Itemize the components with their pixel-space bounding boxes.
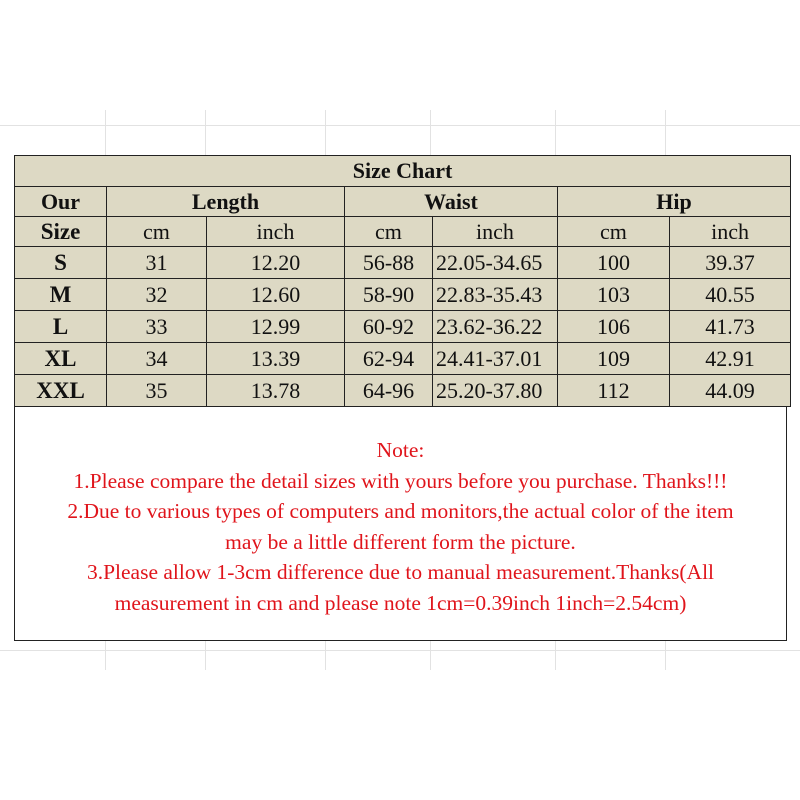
size-table [14, 155, 791, 407]
hip-header: Hip [558, 187, 791, 217]
table-group-header-row [15, 187, 791, 217]
note-line: 1.Please compare the detail sizes with yours before you purchase. Thanks!!! [73, 468, 728, 493]
waist-header: Waist [345, 187, 558, 217]
table-row [15, 343, 791, 375]
unit-header: cm [107, 217, 207, 247]
hip-cm-cell: 103 [558, 279, 670, 311]
length-inch-cell: 13.78 [207, 375, 345, 407]
unit-header: inch [670, 217, 791, 247]
waist-inch-cell: 25.20-37.80 [433, 375, 558, 407]
table-row [15, 247, 791, 279]
length-inch-cell: 12.20 [207, 247, 345, 279]
length-cm-cell: 34 [107, 343, 207, 375]
table-row [15, 279, 791, 311]
hip-inch-cell: 40.55 [670, 279, 791, 311]
notes-box [14, 407, 787, 641]
length-header: Length [107, 187, 345, 217]
hip-inch-cell: 42.91 [670, 343, 791, 375]
length-cm-cell: 31 [107, 247, 207, 279]
waist-inch-cell: 22.05-34.65 [433, 247, 558, 279]
note-line: 2.Due to various types of computers and monitors,the actual color of the item [67, 499, 734, 523]
table-unit-header-row [15, 217, 791, 247]
size-label: XXL [15, 375, 107, 407]
waist-inch-cell: 24.41-37.01 [433, 343, 558, 375]
length-cm-cell: 35 [107, 375, 207, 407]
hip-cm-cell: 109 [558, 343, 670, 375]
unit-header: cm [345, 217, 433, 247]
size-header-bottom: Size [15, 217, 107, 247]
hip-inch-cell: 44.09 [670, 375, 791, 407]
waist-cm-cell: 58-90 [345, 279, 433, 311]
length-cm-cell: 32 [107, 279, 207, 311]
hip-inch-cell: 39.37 [670, 247, 791, 279]
waist-cm-cell: 64-96 [345, 375, 433, 407]
waist-cm-cell: 62-94 [345, 343, 433, 375]
size-label: L [15, 311, 107, 343]
note-line: 3.Please allow 1-3cm difference due to manual measurement.Thanks(All [86, 560, 715, 584]
unit-header: inch [433, 217, 558, 247]
table-title-row [15, 156, 791, 187]
note-line: measurement in cm and please note 1cm=0.39inch 1inch=2.54cm) [114, 590, 687, 615]
table-row [15, 375, 791, 407]
size-chart-sheet [14, 155, 790, 641]
unit-header: inch [207, 217, 345, 247]
size-label: M [15, 279, 107, 311]
waist-cm-cell: 60-92 [345, 311, 433, 343]
note-line: may be a little different form the picture. [225, 529, 576, 554]
waist-cm-cell: 56-88 [345, 247, 433, 279]
waist-inch-cell: 22.83-35.43 [433, 279, 558, 311]
table-row [15, 311, 791, 343]
hip-cm-cell: 106 [558, 311, 670, 343]
gridline [0, 650, 800, 651]
unit-header: cm [558, 217, 670, 247]
size-header-top: Our [15, 187, 107, 217]
length-inch-cell: 12.99 [207, 311, 345, 343]
length-inch-cell: 13.39 [207, 343, 345, 375]
size-label: XL [15, 343, 107, 375]
length-cm-cell: 33 [107, 311, 207, 343]
size-label: S [15, 247, 107, 279]
waist-inch-cell: 23.62-36.22 [433, 311, 558, 343]
hip-cm-cell: 100 [558, 247, 670, 279]
table-title: Size Chart [15, 156, 791, 187]
notes-heading: Note: [376, 438, 425, 462]
hip-cm-cell: 112 [558, 375, 670, 407]
gridline [0, 125, 800, 126]
hip-inch-cell: 41.73 [670, 311, 791, 343]
length-inch-cell: 12.60 [207, 279, 345, 311]
